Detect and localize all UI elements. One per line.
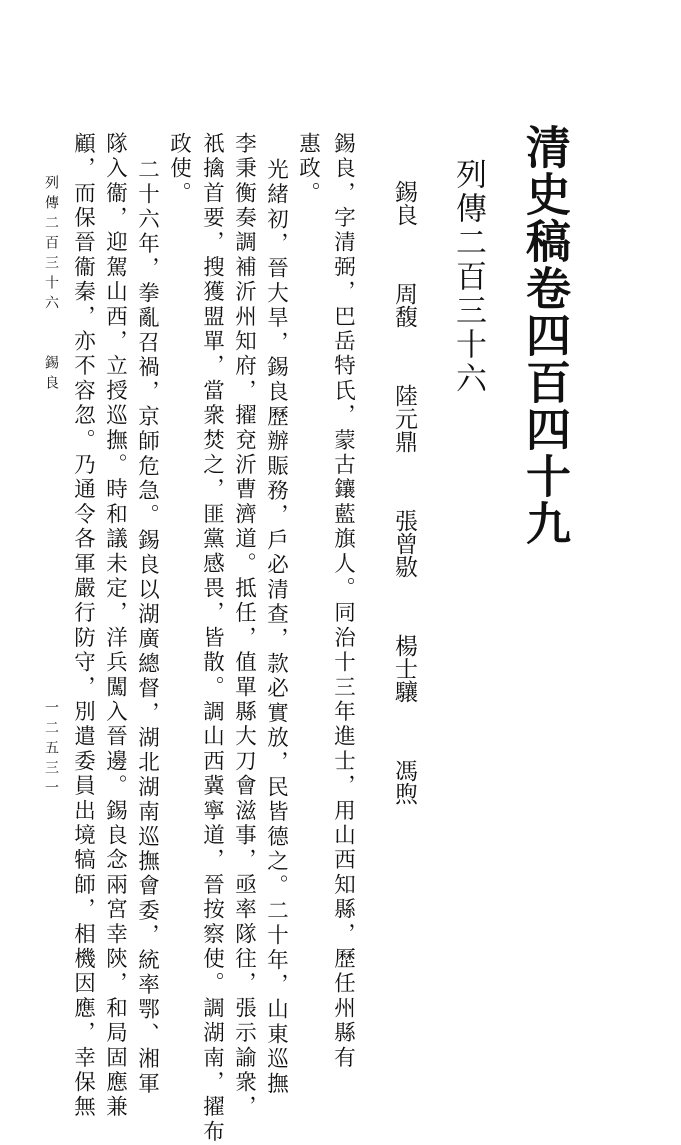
chapter-title: 清史稿卷四百四十九 <box>518 124 571 547</box>
body-line: 二十六年，拳亂召禍，京師危急。錫良以湖廣總督，湖北湖南巡撫會委，統率鄂、湘軍 <box>134 158 160 1097</box>
name-item: 錫良 <box>391 180 417 226</box>
name-item: 張曾敭 <box>391 509 417 578</box>
name-item: 馮煦 <box>391 759 417 805</box>
name-item: 陸元鼎 <box>391 384 417 453</box>
body-line: 光緒初，晉大旱，錫良歷辦賑務，戶必清查，款必實放，民皆德之。二十年，山東巡撫 <box>263 158 289 1097</box>
body-line: 祇擒首要，搜獲盟單，當衆焚之，匪黨感畏，皆散。調山西冀寧道，晉按察使。調湖南，擢布 <box>199 132 225 1145</box>
names-list <box>392 180 415 835</box>
page-number: 一二五三一 <box>43 700 59 800</box>
body-line: 錫良，字清弼，巴岳特氏，蒙古鑲藍旗人。同治十三年進士，用山西知縣，歷任州縣有 <box>330 132 356 1071</box>
running-footer: 列傳二百三十六 錫良 <box>43 175 59 395</box>
biography-number: 列傳二百三十六 <box>450 158 486 396</box>
name-item: 楊士驤 <box>391 634 417 703</box>
body-line: 政使。 <box>166 132 192 207</box>
body-line: 惠政。 <box>295 132 321 207</box>
name-item: 周馥 <box>391 282 417 328</box>
body-line: 隊入衞，迎駕山西，立授巡撫。時和議未定，洋兵闖入晉邊。錫良念兩宮幸陝，和局固應兼 <box>102 132 128 1120</box>
body-line: 顧，而保晉衞秦，亦不容忽。乃通令各軍嚴行防守，別遣委員出境犒師，相機因應，幸保無 <box>70 132 96 1120</box>
body-line: 李秉衡奏調補沂州知府，擢兗沂曹濟道。抵任，值單縣大刀會滋事，亟率隊往，張示諭衆， <box>231 132 257 1120</box>
